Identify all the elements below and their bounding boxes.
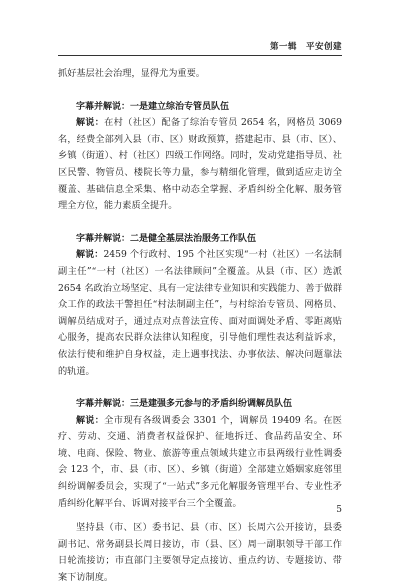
paragraph-text: 在村（社区）配备了综治专管员 2654 名，网格员 3069 名，经费全部列入县（市、区）财政预算，搭建起市、县（市、区）、乡镇（街道）、村（社区）四级工作网络。同时，发动党建指导员、社区民警、物管员、楼院长等力量，参与精细化管理，做到适应走访全覆盖、基础信息全采集、格中动态全掌握、矛盾纠纷全化解、服务管理全方位，能力素质全提升。 <box>58 117 342 212</box>
page-number: 5 <box>336 505 342 515</box>
heading-rest: 多元参与的矛盾纠纷调解员队伍 <box>166 399 293 410</box>
paragraph-1 <box>58 115 342 215</box>
heading-bold: 字幕并解说：二是健全 <box>76 233 167 244</box>
paragraph-lead: 解说： <box>76 415 105 426</box>
running-head: 第一辑 平安创建 <box>269 42 342 52</box>
heading-bold: 字幕并解说：一是建立 <box>76 101 167 112</box>
heading-rest: 综治专管员队伍 <box>166 101 230 112</box>
paragraph-text: 全市现有各级调委会 3301 个，调解员 19409 名。在医疗、劳动、交通、消费者权益保护、征地拆迁、食品药品安全、环境、电商、保险、物业、旅游等重点领域共建立市县两级行业性调委会 123 个，市、县（市、区）、乡镇（街道）全部建立婚姻家庭邻里纠纷调解委员会，实现了“一站式”多元化解服务管理平台、专业性矛盾纠纷化解平台、诉调对接平台三个全覆盖。 <box>58 414 342 509</box>
paragraph-4 <box>58 520 342 586</box>
paragraph-text: 坚持县（市、区）委书记、县（市、区）长周六公开接访，县委副书记、常务副县长周日接访，市（县、区）周一副职领导干部工作日轮流接访；市直部门主要领导定点接访、重点约访、专题接访、带案下访制度。 <box>58 522 342 584</box>
paragraph-lead: 解说： <box>76 118 105 129</box>
section-heading-3 <box>58 396 342 413</box>
paragraph-text: 抓好基层社会治理，显得尤为重要。 <box>58 68 205 79</box>
paragraph-text: 2459 个行政村、195 个社区实现“一村（社区）一名法制副主任”“一村（社区）一名法律顾问”全覆盖。从县（市、区）选派 2654 名政治立场坚定、具有一定法律专业知识和实践能力、善于做群众工作的政法干警担任“村法制副主任”，与村综治专管员、网格员、调解员结成对子，通过点对点普法宣传、面对面调处矛盾、零距离贴心服务，提高农民群众法律认知程度，引导他们理性表达利益诉求，依法行使和维护自身权益，走上遇事找法、办事依法、解决问题靠法的轨道。 <box>58 249 342 377</box>
paragraph-3 <box>58 413 342 513</box>
paragraph-2 <box>58 247 342 380</box>
heading-bold: 字幕并解说：三是建强 <box>76 399 167 410</box>
paragraph-lead: 解说： <box>76 250 104 261</box>
paragraph-intro <box>58 66 342 83</box>
section-heading-1 <box>58 99 342 116</box>
page-content <box>58 66 342 587</box>
heading-rest: 基层法治服务工作队伍 <box>166 233 257 244</box>
section-heading-2 <box>58 231 342 248</box>
header-rule <box>58 55 342 56</box>
